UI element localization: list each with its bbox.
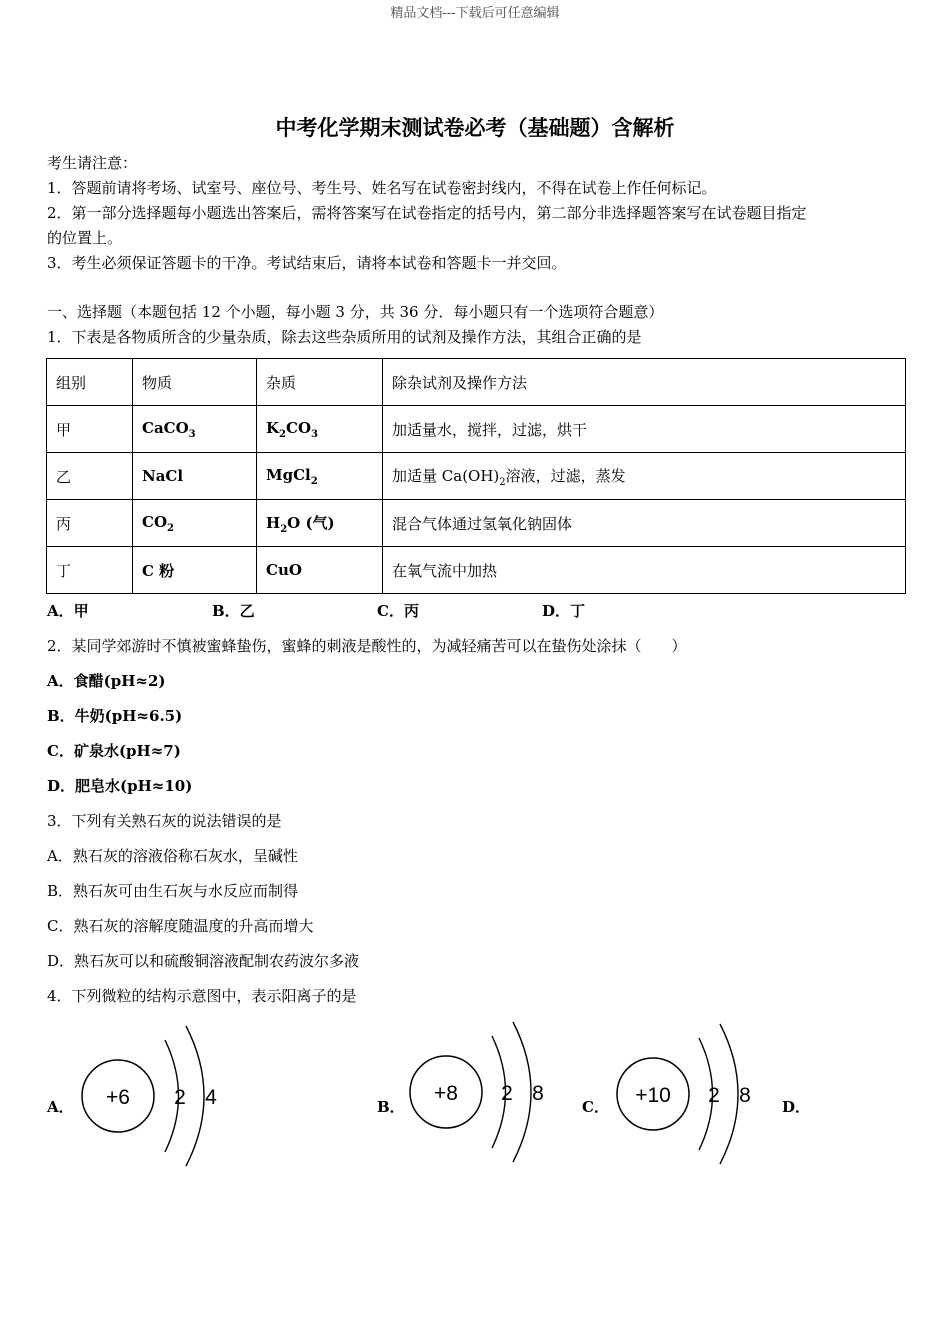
notice-heading: 考生请注意：	[47, 154, 138, 172]
q4-option-a-label[interactable]: A．	[47, 1098, 74, 1116]
q3-option-b[interactable]: B．熟石灰可由生石灰与水反应而制得	[47, 882, 299, 900]
q3-option-a[interactable]: A．熟石灰的溶液俗称石灰水，呈碱性	[47, 847, 298, 865]
table-header-cell: 除杂试剂及操作方法	[383, 359, 906, 406]
method-cell: 在氧气流中加热	[383, 547, 906, 594]
shell-1-electrons: 2	[708, 1084, 720, 1107]
impurity-cell: $K_2CO_3$	[257, 406, 383, 453]
method-cell: 混合气体通过氢氧化钠固体	[383, 500, 906, 547]
substance-cell: C 粉	[133, 547, 257, 594]
table-row	[47, 547, 906, 594]
substance-cell: $CO_2$	[133, 500, 257, 547]
notice-item: 3．考生必须保证答题卡的干净。考试结束后，请将本试卷和答题卡一并交回。	[47, 254, 567, 272]
group-cell: 甲	[47, 406, 133, 453]
question-3-stem: 3．下列有关熟石灰的说法错误的是	[47, 812, 282, 830]
shell-2-electrons: 8	[739, 1084, 751, 1107]
q1-option-b[interactable]: B．乙	[212, 602, 255, 620]
page-watermark-header: 精品文档---下载后可任意编辑	[390, 6, 560, 21]
impurity-cell: MgCl$_2$	[257, 453, 383, 500]
notice-item: 2．第一部分选择题每小题选出答案后，需将答案写在试卷指定的括号内，第二部分非选择题答案写在试卷题目指定	[47, 204, 807, 222]
electron-shell-arc	[720, 1024, 738, 1164]
method-cell: 加适量 $Ca(OH)_2$溶液，过滤，蒸发	[383, 453, 906, 500]
nucleus-charge: +6	[106, 1086, 130, 1109]
group-cell: 丁	[47, 547, 133, 594]
q3-option-c[interactable]: C．熟石灰的溶解度随温度的升高而增大	[47, 917, 314, 935]
shell-1-electrons: 2	[174, 1086, 186, 1109]
q4-option-b-label[interactable]: B．	[377, 1098, 405, 1116]
table-header-row	[47, 359, 906, 406]
notice-item: 的位置上。	[47, 229, 123, 247]
q2-option-a[interactable]: A．食醋(pH≈2)	[47, 672, 166, 690]
shell-2-electrons: 8	[532, 1082, 544, 1105]
notice-item: 1．答题前请将考场、试室号、座位号、考生号、姓名写在试卷密封线内，不得在试卷上作任何标记。	[47, 179, 717, 197]
impurity-cell: CuO	[257, 547, 383, 594]
q2-option-d[interactable]: D．肥皂水(pH≈10)	[47, 777, 193, 795]
q4-option-b-atom-diagram[interactable]	[400, 1016, 560, 1166]
impurity-cell: $H_2O$ (气)	[257, 500, 383, 547]
q1-option-d[interactable]: D．丁	[542, 602, 586, 620]
q4-option-c-atom-diagram[interactable]	[606, 1018, 766, 1168]
nucleus-charge: +8	[434, 1082, 458, 1105]
group-cell: 丙	[47, 500, 133, 547]
group-cell: 乙	[47, 453, 133, 500]
table-header-cell: 杂质	[257, 359, 383, 406]
substance-cell: NaCl	[133, 453, 257, 500]
table-row	[47, 406, 906, 453]
substance-cell: CaCO$_3$	[133, 406, 257, 453]
page-title: 中考化学期末测试卷必考（基础题）含解析	[275, 116, 675, 140]
section-heading: 一、选择题（本题包括 12 个小题，每小题 3 分，共 36 分．每小题只有一个选项符合题意）	[47, 303, 664, 321]
q2-option-c[interactable]: C．矿泉水(pH≈7)	[47, 742, 181, 760]
shell-1-electrons: 2	[501, 1082, 513, 1105]
q4-option-d-label[interactable]: D．	[782, 1098, 811, 1116]
q3-option-d[interactable]: D．熟石灰可以和硫酸铜溶液配制农药波尔多液	[47, 952, 360, 970]
table-header-cell: 组别	[47, 359, 133, 406]
question-1-stem: 1．下表是各物质所含的少量杂质，除去这些杂质所用的试剂及操作方法，其组合正确的是	[47, 328, 642, 346]
q2-option-b[interactable]: B．牛奶(pH≈6.5)	[47, 707, 183, 725]
method-cell: 加适量水，搅拌，过滤，烘干	[383, 406, 906, 453]
table-row	[47, 500, 906, 547]
table-row	[47, 453, 906, 500]
q4-option-a-atom-diagram[interactable]	[70, 1020, 230, 1170]
question-4-stem: 4．下列微粒的结构示意图中，表示阳离子的是	[47, 987, 357, 1005]
nucleus-charge: +10	[635, 1084, 671, 1107]
impurity-table	[46, 358, 906, 594]
q1-option-c[interactable]: C．丙	[377, 602, 419, 620]
shell-2-electrons: 4	[205, 1086, 217, 1109]
table-header-cell: 物质	[133, 359, 257, 406]
q4-option-c-label[interactable]: C．	[582, 1098, 609, 1116]
electron-shell-arc	[513, 1022, 531, 1162]
electron-shell-arc	[186, 1026, 204, 1166]
question-2-stem: 2．某同学郊游时不慎被蜜蜂蛰伤，蜜蜂的刺液是酸性的，为减轻痛苦可以在蛰伤处涂抹（ ）	[47, 637, 687, 655]
q1-option-a[interactable]: A．甲	[47, 602, 89, 620]
